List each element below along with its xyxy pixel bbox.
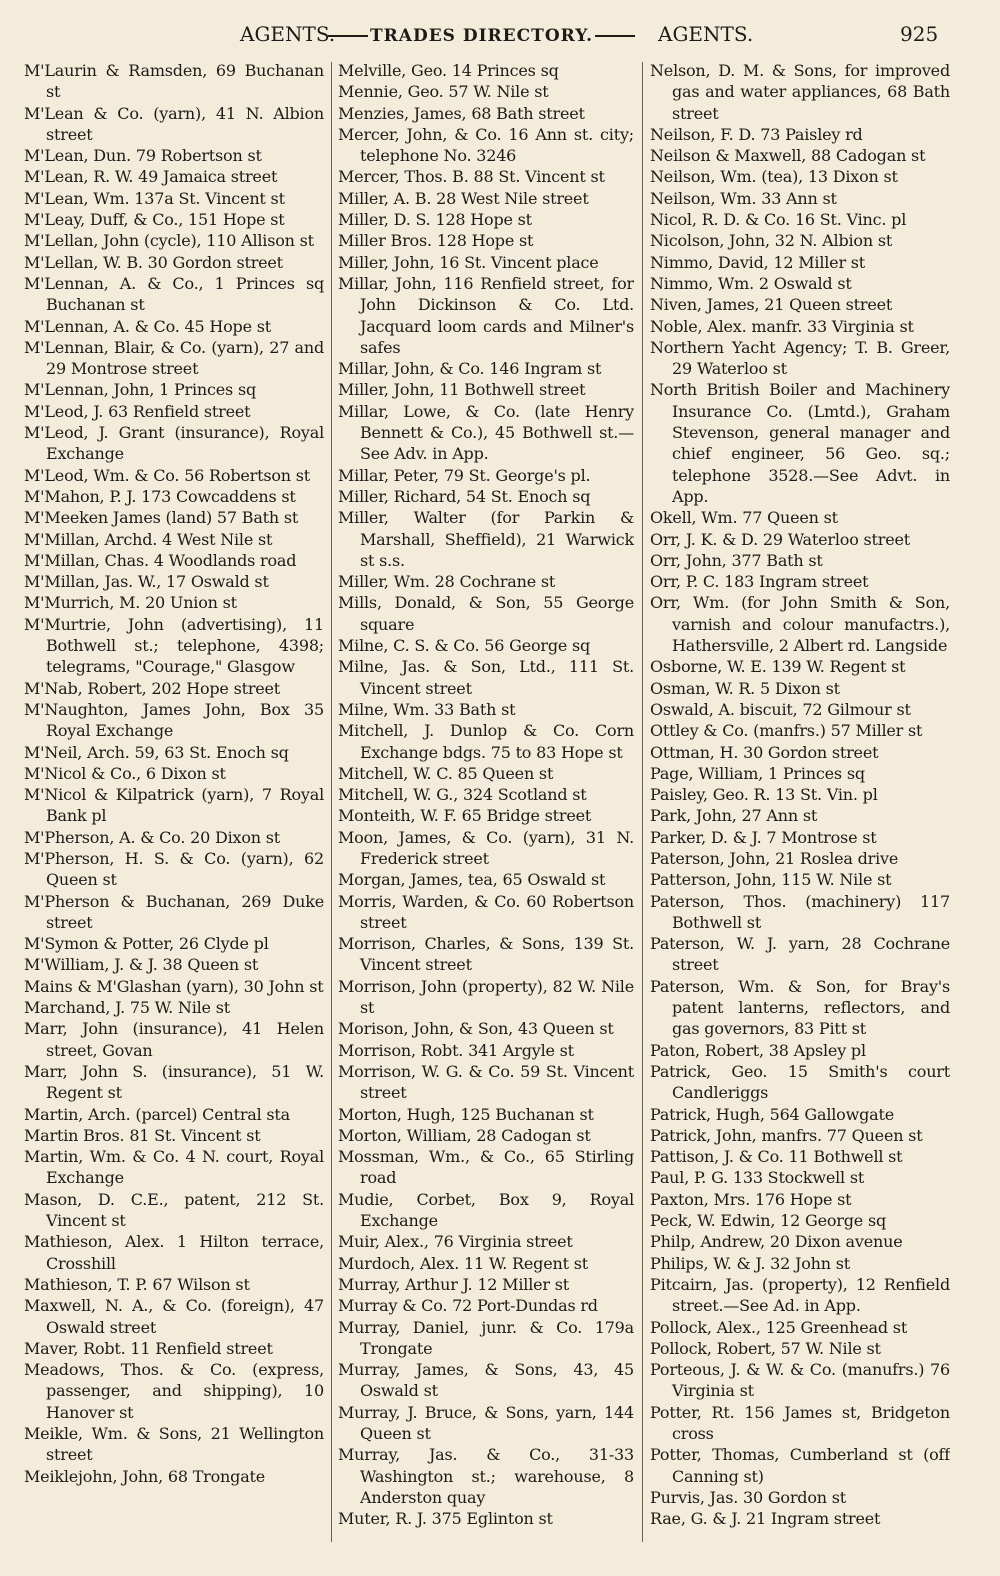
directory-entry: Moon, James, & Co. (yarn), 31 N. Frederick street <box>338 827 634 868</box>
directory-entry: M'Millan, Jas. W., 17 Oswald st <box>24 572 269 592</box>
directory-entry: M'Leay, Duff, & Co., 151 Hope st <box>24 210 285 230</box>
directory-entry: Orr, P. C. 183 Ingram street <box>650 572 869 592</box>
directory-entry: M'Naughton, James John, Box 35 Royal Exchange <box>24 699 324 741</box>
directory-entry: M'Laurin & Ramsden, 69 Buchanan st <box>24 61 324 102</box>
directory-entry: Martin, Arch. (parcel) Central sta <box>24 1104 290 1124</box>
directory-entry: Mitchell, W. G., 324 Scotland st <box>338 785 587 805</box>
directory-entry: Mudie, Corbet, Box 9, Royal Exchange <box>338 1189 634 1231</box>
directory-column-1 <box>24 60 324 1560</box>
directory-entry: M'Millan, Archd. 4 West Nile st <box>24 529 273 549</box>
directory-entry: Marr, John S. (insurance), 51 W. Regent st <box>24 1061 324 1103</box>
directory-entry: Parker, D. & J. 7 Montrose st <box>650 827 877 847</box>
directory-entry: Northern Yacht Agency; T. B. Greer, 29 Waterloo st <box>650 337 950 379</box>
header-center <box>326 18 637 52</box>
directory-entry: M'Lean, Dun. 79 Robertson st <box>24 146 262 166</box>
directory-entry: Murray & Co. 72 Port-Dundas rd <box>338 1296 598 1316</box>
directory-entry: Mossman, Wm., & Co., 65 Stirling road <box>338 1147 634 1188</box>
directory-entry: Porteous, J. & W. & Co. (manufrs.) 76 Virginia st <box>650 1360 950 1401</box>
directory-entry: M'Leod, J. Grant (insurance), Royal Exchange <box>24 423 324 464</box>
directory-entry: Mercer, John, & Co. 16 Ann st. city; telephone No. 3246 <box>338 124 634 166</box>
directory-entry: Paton, Robert, 38 Apsley pl <box>650 1040 866 1060</box>
column-divider <box>331 62 332 1542</box>
directory-entry: Marchand, J. 75 W. Nile st <box>24 998 230 1018</box>
directory-entry: Miller, A. B. 28 West Nile street <box>338 188 589 208</box>
header-right: AGENTS. <box>658 22 754 46</box>
directory-entry: Osman, W. R. 5 Dixon st <box>650 678 840 698</box>
directory-entry: Meiklejohn, John, 68 Trongate <box>24 1466 266 1486</box>
directory-entry: Nicol, R. D. & Co. 16 St. Vinc. pl <box>650 210 907 230</box>
directory-entry: Mitchell, J. Dunlop & Co. Corn Exchange bdgs. 75 to 83 Hope st <box>338 721 634 762</box>
directory-entry: Park, John, 27 Ann st <box>650 806 818 826</box>
directory-entry: M'Lellan, John (cycle), 110 Allison st <box>24 231 314 251</box>
directory-entry: Pollock, Alex., 125 Greenhead st <box>650 1317 908 1337</box>
directory-entry: Monteith, W. F. 65 Bridge street <box>338 806 592 826</box>
directory-entry: Purvis, Jas. 30 Gordon st <box>650 1487 847 1507</box>
directory-entry: Orr, Wm. (for John Smith & Son, varnish and colour manufactrs.), Hathersville, 2 Albert rd. Langside <box>650 593 950 656</box>
directory-entry: M'William, J. & J. 38 Queen st <box>24 955 259 975</box>
directory-entry: M'Nicol & Co., 6 Dixon st <box>24 763 226 783</box>
directory-entry: Morton, Hugh, 125 Buchanan st <box>338 1104 594 1124</box>
directory-entry: Morgan, James, tea, 65 Oswald st <box>338 870 606 890</box>
directory-entry: Paisley, Geo. R. 13 St. Vin. pl <box>650 785 878 805</box>
directory-entry: Patrick, John, manfrs. 77 Queen st <box>650 1125 923 1145</box>
directory-entry: Millar, Lowe, & Co. (late Henry Bennett & Co.), 45 Bothwell st.—See Adv. in App. <box>338 401 634 464</box>
directory-entry: Paul, P. G. 133 Stockwell st <box>650 1168 865 1188</box>
directory-entry: Millar, Peter, 79 St. George's pl. <box>338 465 591 485</box>
directory-entry: Neilson, F. D. 73 Paisley rd <box>650 124 863 144</box>
directory-entry: Milne, Wm. 33 Bath st <box>338 699 516 719</box>
directory-entry: Muir, Alex., 76 Virginia street <box>338 1232 573 1252</box>
directory-entry: Mathieson, T. P. 67 Wilson st <box>24 1274 250 1294</box>
directory-entry: Neilson, Wm. 33 Ann st <box>650 188 837 208</box>
directory-entry: Potter, Rt. 156 James st, Bridgeton cross <box>650 1402 950 1443</box>
directory-entry: Morison, John, & Son, 43 Queen st <box>338 1019 614 1039</box>
directory-entry: Mason, D. C.E., patent, 212 St. Vincent st <box>24 1189 324 1231</box>
directory-entry: M'Pherson, H. S. & Co. (yarn), 62 Queen st <box>24 848 324 890</box>
directory-entry: Milne, Jas. & Son, Ltd., 111 St. Vincent street <box>338 657 634 698</box>
directory-entry: Paxton, Mrs. 176 Hope st <box>650 1189 852 1209</box>
directory-entry: Nimmo, Wm. 2 Oswald st <box>650 273 852 293</box>
directory-entry: Meadows, Thos. & Co. (express, passenger, and shipping), 10 Hanover st <box>24 1360 324 1422</box>
directory-entry: Miller, Walter (for Parkin & Marshall, Sheffield), 21 Warwick st s.s. <box>338 508 634 570</box>
directory-entry: Paterson, John, 21 Roslea drive <box>650 848 899 868</box>
directory-entry: Mathieson, Alex. 1 Hilton terrace, Crosshill <box>24 1232 324 1273</box>
directory-entry: Martin Bros. 81 St. Vincent st <box>24 1125 261 1145</box>
directory-entry: M'Meeken James (land) 57 Bath st <box>24 508 299 528</box>
directory-column-2 <box>338 60 634 1560</box>
directory-entry: Murdoch, Alex. 11 W. Regent st <box>338 1253 588 1273</box>
directory-entry: M'Leod, Wm. & Co. 56 Robertson st <box>24 465 310 485</box>
directory-entry: Neilson & Maxwell, 88 Cadogan st <box>650 146 926 166</box>
directory-entry: Mitchell, W. C. 85 Queen st <box>338 763 554 783</box>
directory-entry: Philp, Andrew, 20 Dixon avenue <box>650 1232 903 1252</box>
directory-entry: M'Lean, Wm. 137a St. Vincent st <box>24 188 285 208</box>
directory-entry: Ottley & Co. (manfrs.) 57 Miller st <box>650 721 923 741</box>
directory-entry: Patrick, Hugh, 564 Gallowgate <box>650 1104 894 1124</box>
directory-entry: Marr, John (insurance), 41 Helen street, Govan <box>24 1019 324 1060</box>
directory-entry: Ottman, H. 30 Gordon street <box>650 742 879 762</box>
directory-entry: Mennie, Geo. 57 W. Nile st <box>338 82 549 102</box>
directory-entry: Morrison, Charles, & Sons, 139 St. Vincent street <box>338 934 634 975</box>
directory-entry: M'Leod, J. 63 Renfield street <box>24 401 251 421</box>
directory-entry: Orr, J. K. & D. 29 Waterloo street <box>650 529 910 549</box>
directory-entry: Meikle, Wm. & Sons, 21 Wellington street <box>24 1424 324 1465</box>
directory-entry: M'Lennan, A. & Co. 45 Hope st <box>24 316 271 336</box>
directory-entry: Miller, Richard, 54 St. Enoch sq <box>338 486 591 506</box>
directory-entry: Paterson, W. J. yarn, 28 Cochrane street <box>650 934 950 975</box>
directory-entry: M'Neil, Arch. 59, 63 St. Enoch sq <box>24 742 289 762</box>
directory-entry: Osborne, W. E. 139 W. Regent st <box>650 657 906 677</box>
directory-entry: Martin, Wm. & Co. 4 N. court, Royal Exchange <box>24 1147 324 1188</box>
directory-entry: Patrick, Geo. 15 Smith's court Candleriggs <box>650 1061 950 1103</box>
directory-entry: Potter, Thomas, Cumberland st (off Canning st) <box>650 1445 950 1486</box>
directory-entry: Patterson, John, 115 W. Nile st <box>650 870 892 890</box>
page-number: 925 <box>900 22 939 46</box>
directory-entry: Menzies, James, 68 Bath street <box>338 103 585 123</box>
directory-entry: Murray, J. Bruce, & Sons, yarn, 144 Queen st <box>338 1402 634 1443</box>
running-header <box>0 18 1000 50</box>
directory-entry: Noble, Alex. manfr. 33 Virginia st <box>650 316 914 336</box>
directory-entry: M'Pherson & Buchanan, 269 Duke street <box>24 891 324 932</box>
directory-entry: M'Lean & Co. (yarn), 41 N. Albion street <box>24 103 324 144</box>
directory-entry: Okell, Wm. 77 Queen st <box>650 508 838 528</box>
directory-entry: Mills, Donald, & Son, 55 George square <box>338 593 634 634</box>
directory-entry: M'Nab, Robert, 202 Hope street <box>24 678 281 698</box>
header-title: TRADES DIRECTORY. <box>370 26 594 46</box>
directory-entry: Nelson, D. M. & Sons, for improved gas and water appliances, 68 Bath street <box>650 61 950 123</box>
directory-entry: Melville, Geo. 14 Princes sq <box>338 61 559 80</box>
directory-entry: Morrison, Robt. 341 Argyle st <box>338 1040 574 1060</box>
directory-entry: Milne, C. S. & Co. 56 George sq <box>338 636 591 656</box>
directory-entry: M'Pherson, A. & Co. 20 Dixon st <box>24 827 280 847</box>
directory-entry: Page, William, 1 Princes sq <box>650 763 865 783</box>
directory-entry: Paterson, Wm. & Son, for Bray's patent lanterns, reflectors, and gas governors, 83 Pitt st <box>650 976 950 1039</box>
directory-entry: Nimmo, David, 12 Miller st <box>650 252 866 272</box>
directory-entry: Murray, Daniel, junr. & Co. 179a Trongate <box>338 1317 634 1358</box>
directory-entry: Miller Bros. 128 Hope st <box>338 231 534 251</box>
directory-entry: M'Nicol & Kilpatrick (yarn), 7 Royal Bank pl <box>24 785 324 826</box>
directory-entry: Murray, James, & Sons, 43, 45 Oswald st <box>338 1360 634 1401</box>
directory-entry: Mains & M'Glashan (yarn), 30 John st <box>24 976 324 996</box>
directory-entry: Niven, James, 21 Queen street <box>650 295 893 315</box>
directory-entry: Millar, John, & Co. 146 Ingram st <box>338 359 602 379</box>
directory-entry: Maver, Robt. 11 Renfield street <box>24 1338 273 1358</box>
directory-entry: Maxwell, N. A., & Co. (foreign), 47 Oswald street <box>24 1296 324 1337</box>
directory-entry: Millar, John, 116 Renfield street, for John Dickinson & Co. Ltd. Jacquard loom cards and Milner's safes <box>338 273 634 357</box>
directory-entry: Paterson, Thos. (machinery) 117 Bothwell st <box>650 891 950 932</box>
directory-entry: Morris, Warden, & Co. 60 Robertson street <box>338 891 634 932</box>
directory-entry: Morrison, W. G. & Co. 59 St. Vincent street <box>338 1061 634 1103</box>
directory-entry: Oswald, A. biscuit, 72 Gilmour st <box>650 699 911 719</box>
directory-entry: M'Lennan, A. & Co., 1 Princes sq Buchanan st <box>24 273 324 315</box>
directory-entry: Murray, Arthur J. 12 Miller st <box>338 1274 569 1294</box>
directory-entry: Pattison, J. & Co. 11 Bothwell st <box>650 1147 903 1167</box>
directory-entry: M'Millan, Chas. 4 Woodlands road <box>24 550 297 570</box>
directory-entry: M'Murtrie, John (advertising), 11 Bothwell st.; telephone, 4398; telegrams, "Courage," Glasgow <box>24 614 324 677</box>
directory-entry: Miller, D. S. 128 Hope st <box>338 210 532 230</box>
directory-entry: Neilson, Wm. (tea), 13 Dixon st <box>650 167 898 187</box>
directory-entry: M'Symon & Potter, 26 Clyde pl <box>24 934 269 954</box>
directory-entry: Murray, Jas. & Co., 31-33 Washington st.; warehouse, 8 Anderston quay <box>338 1445 634 1507</box>
directory-entry: M'Mahon, P. J. 173 Cowcaddens st <box>24 486 296 506</box>
directory-entry: Morrison, John (property), 82 W. Nile st <box>338 976 634 1018</box>
directory-entry: Philips, W. & J. 32 John st <box>650 1253 850 1273</box>
directory-entry: M'Lellan, W. B. 30 Gordon street <box>24 252 283 272</box>
directory-entry: North British Boiler and Machinery Insurance Co. (Lmtd.), Graham Stevenson, general manager and chief engineer, 56 Geo. sq.; telephone 3528.—See Advt. in App. <box>650 380 950 506</box>
directory-entry: M'Lennan, John, 1 Princes sq <box>24 380 257 400</box>
directory-entry: Muter, R. J. 375 Eglinton st <box>338 1509 553 1529</box>
directory-entry: Pollock, Robert, 57 W. Nile st <box>650 1338 881 1358</box>
directory-entry: Miller, John, 16 St. Vincent place <box>338 252 599 272</box>
column-divider <box>642 62 643 1542</box>
header-left: AGENTS. <box>240 22 336 46</box>
directory-entry: Nicolson, John, 32 N. Albion st <box>650 231 893 251</box>
directory-entry: Miller, Wm. 28 Cochrane st <box>338 572 556 592</box>
directory-entry: Rae, G. & J. 21 Ingram street <box>650 1509 881 1529</box>
directory-column-3 <box>650 60 950 1560</box>
directory-entry: Morton, William, 28 Cadogan st <box>338 1125 591 1145</box>
directory-entry: M'Lennan, Blair, & Co. (yarn), 27 and 29 Montrose street <box>24 337 324 379</box>
directory-entry: Peck, W. Edwin, 12 George sq <box>650 1211 887 1231</box>
directory-entry: Orr, John, 377 Bath st <box>650 550 823 570</box>
directory-entry: Mercer, Thos. B. 88 St. Vincent st <box>338 167 605 187</box>
directory-entry: M'Lean, R. W. 49 Jamaica street <box>24 167 278 187</box>
directory-entry: Miller, John, 11 Bothwell street <box>338 380 586 400</box>
directory-entry: M'Murrich, M. 20 Union st <box>24 593 237 613</box>
directory-entry: Pitcairn, Jas. (property), 12 Renfield street.—See Ad. in App. <box>650 1274 950 1316</box>
